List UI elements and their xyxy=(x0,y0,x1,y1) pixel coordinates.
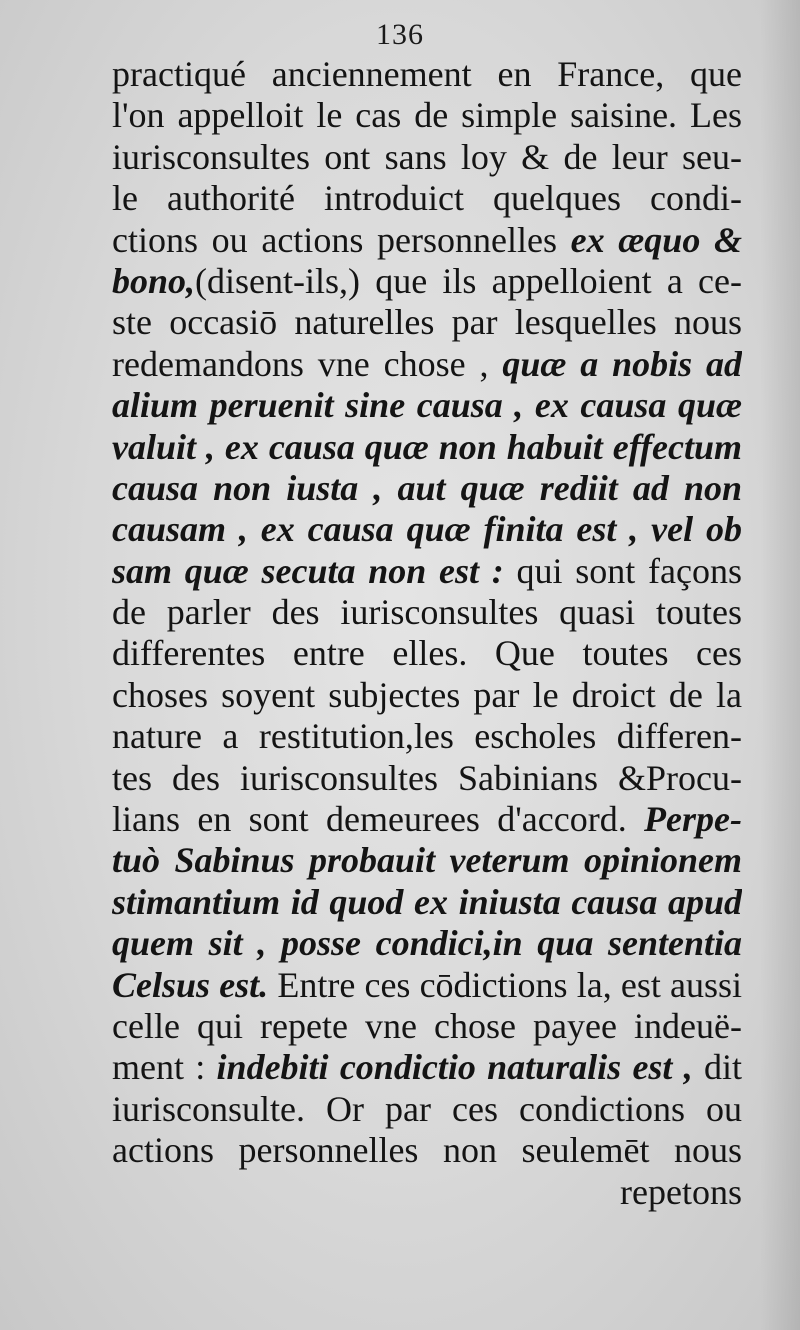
text-line xyxy=(112,261,742,302)
italic-segment: stimantium id quod ex iniusta causa apud xyxy=(112,881,742,922)
roman-segment: ste occasiō naturelles par lesquelles nous xyxy=(112,302,742,343)
roman-segment: l'on appelloit le cas de simple saisine. Les xyxy=(112,95,742,136)
roman-segment: (disent-ils,) que ils appelloient a ce- xyxy=(195,260,742,301)
text-line xyxy=(112,799,742,840)
italic-segment: Perpe- xyxy=(644,799,742,840)
text-line xyxy=(112,54,742,95)
text-line xyxy=(112,1047,742,1088)
roman-segment: qui sont façons xyxy=(503,550,742,591)
text-line xyxy=(112,1089,742,1130)
text-line xyxy=(112,1006,742,1047)
roman-segment: de parler des iurisconsultes quasi toutes xyxy=(112,592,742,633)
text-line xyxy=(112,675,742,716)
text-line xyxy=(112,468,742,509)
italic-segment: bono, xyxy=(112,260,196,301)
roman-segment: practiqué anciennement en France, que xyxy=(112,54,742,94)
text-line xyxy=(112,758,742,799)
catchword: repetons xyxy=(620,1171,742,1212)
italic-segment: sam quæ secuta non est : xyxy=(112,550,504,591)
roman-segment: iurisconsulte. Or par ces condictions ou xyxy=(112,1088,742,1129)
italic-segment: tuò Sabinus probauit veterum opinionem xyxy=(112,840,742,881)
italic-segment: causam , ex causa quæ finita est , vel ob xyxy=(112,509,742,550)
italic-segment: quæ a nobis ad xyxy=(502,343,742,384)
text-line xyxy=(112,302,742,343)
text-line xyxy=(112,385,742,426)
roman-segment: le authorité introduict quelques condi- xyxy=(112,178,742,219)
roman-segment: nature a restitution,les escholes differen- xyxy=(112,716,742,757)
italic-segment: alium peruenit sine causa , ex causa quæ xyxy=(112,385,742,426)
roman-segment: Entre ces cōdictions la, est aussi xyxy=(268,964,742,1005)
text-line xyxy=(112,592,742,633)
page-edge-shadow xyxy=(760,0,800,1330)
text-line xyxy=(112,509,742,550)
text-line xyxy=(112,716,742,757)
text-line xyxy=(112,1130,742,1171)
text-line xyxy=(112,882,742,923)
italic-segment: valuit , ex causa quæ non habuit effectum xyxy=(112,426,742,467)
roman-segment: ctions ou actions personnelles xyxy=(112,219,571,260)
italic-segment: ex æquo & xyxy=(570,219,742,260)
italic-segment: indebiti condictio naturalis est , xyxy=(216,1047,693,1088)
text-line xyxy=(112,840,742,881)
italic-segment: causa non iusta , aut quæ rediit ad non xyxy=(112,467,742,508)
text-line xyxy=(112,427,742,468)
text-line xyxy=(112,137,742,178)
roman-segment: differentes entre elles. Que toutes ces xyxy=(112,633,742,674)
roman-segment: actions personnelles non seulemēt nous xyxy=(112,1130,742,1171)
roman-segment: ment : xyxy=(112,1047,217,1088)
roman-segment: dit xyxy=(703,1047,742,1088)
text-line xyxy=(112,220,742,261)
body-text xyxy=(112,54,742,1213)
roman-segment: iurisconsultes ont sans loy & de leur seu- xyxy=(112,136,742,177)
roman-segment: celle qui repete vne chose payee indeuë- xyxy=(112,1005,742,1046)
roman-segment: redemandons vne chose , xyxy=(112,343,503,384)
roman-segment: tes des iurisconsultes Sabinians &Procu- xyxy=(112,757,742,798)
roman-segment: lians en sont demeurees d'accord. xyxy=(112,799,645,840)
italic-segment: quem sit , posse condici,in qua sententia xyxy=(112,923,742,964)
text-line xyxy=(112,965,742,1006)
text-line xyxy=(112,633,742,674)
text-line xyxy=(112,551,742,592)
text-line xyxy=(112,923,742,964)
text-line xyxy=(112,95,742,136)
italic-segment: Celsus est. xyxy=(112,964,269,1005)
page-number: 136 xyxy=(376,18,424,51)
roman-segment: choses soyent subjectes par le droict de la xyxy=(112,674,742,715)
text-line xyxy=(112,344,742,385)
text-line xyxy=(112,178,742,219)
